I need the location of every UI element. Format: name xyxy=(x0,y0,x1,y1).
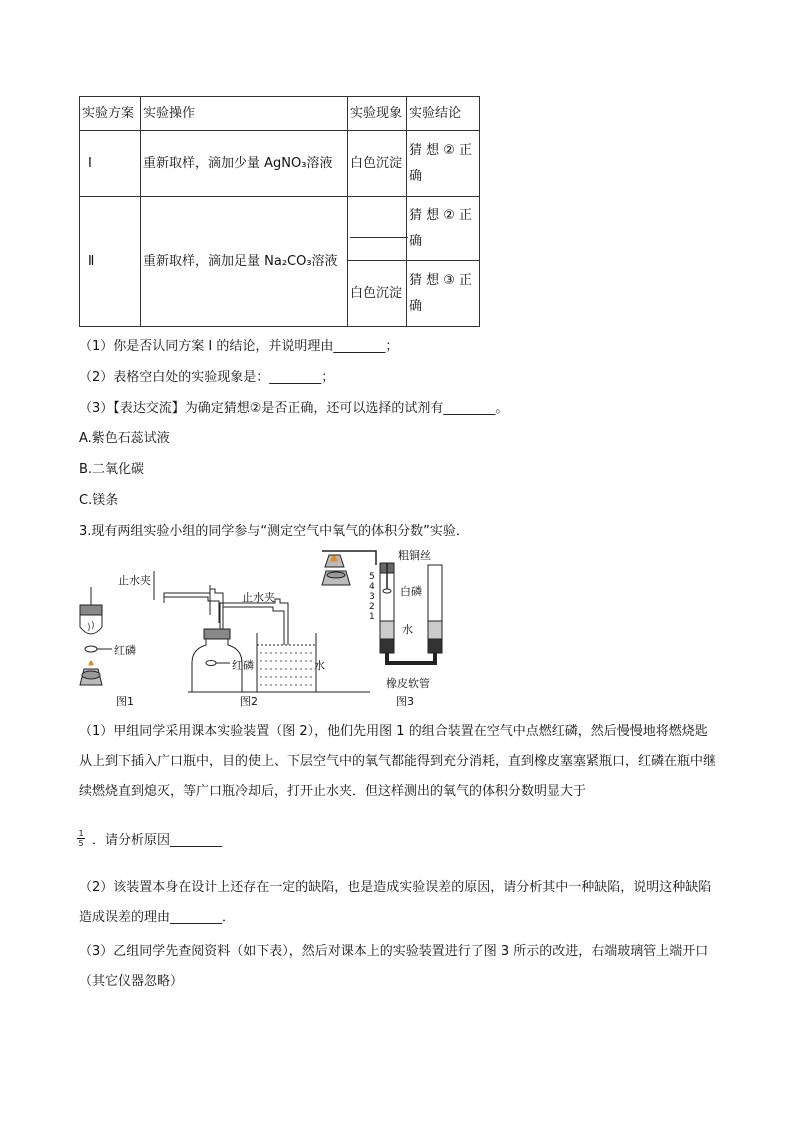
blank-line xyxy=(350,237,408,238)
scale-5: 5 xyxy=(369,572,375,582)
paragraph-2: （2）该装置本身在设计上还存在一定的缺陷，也是造成实验误差的原因，请分析其中一种缺陷，说明这种缺陷造成误差的理由________． xyxy=(79,880,712,925)
row1-conclusion: 猜 想 ② 正 确 xyxy=(407,131,480,197)
paragraph-1: （1）甲组同学采用课本实验装置（图 2），他们先用图 1 的组合装置在空气中点燃红磷，然后慢慢地将燃烧匙从上到下插入广口瓶中，目的使上、下层空气中的氧气都能得到充分消耗，直到橡皮塞塞紧瓶口，红磷在瓶中继续燃烧直到熄灭，等广口瓶冷却后，打开止水夹．但这样测出的氧气的体积分数明显大于 xyxy=(79,724,717,799)
option-b: B.二氧化碳 xyxy=(79,462,145,477)
fig3-whitep-label: 白磷 xyxy=(400,585,422,598)
header-operation: 实验操作 xyxy=(141,97,348,131)
scale-1: 1 xyxy=(369,612,375,622)
fraction-numerator: 1 xyxy=(78,829,84,838)
scale-4: 4 xyxy=(369,582,375,592)
scale-2: 2 xyxy=(369,602,375,612)
row2-conclusion-a: 猜 想 ② 正 确 xyxy=(407,197,480,261)
row1-plan-text: Ⅰ xyxy=(88,155,92,171)
header-conclusion: 实验结论 xyxy=(407,97,480,131)
option-a: A.紫色石蕊试液 xyxy=(79,431,170,446)
question-2: （2）表格空白处的实验现象是：________； xyxy=(79,370,335,385)
fig3-water-label: 水 xyxy=(402,623,413,636)
fig3-tube-label: 橡皮软管 xyxy=(386,677,430,690)
figure-3 xyxy=(322,551,442,663)
row2-plan xyxy=(80,197,141,327)
apparatus-figures xyxy=(70,545,490,710)
row2-phenomenon-blank xyxy=(348,197,407,261)
problem-3-title: 3.现有两组实验小组的同学参与“测定空气中氧气的体积分数”实验． xyxy=(79,524,469,539)
question-1: （1）你是否认同方案 I 的结论，并说明理由________； xyxy=(79,339,399,354)
header-phenomenon: 实验现象 xyxy=(348,97,407,131)
experiment-table xyxy=(79,96,480,327)
row1-plan xyxy=(80,131,141,197)
fig2-clamp-label: 止水夹 xyxy=(242,591,275,604)
fraction-one-fifth xyxy=(77,829,85,848)
fraction-denominator: 5 xyxy=(78,839,84,848)
row1-phenomenon: 白色沉淀 xyxy=(348,131,407,197)
fig3-scale xyxy=(369,572,375,622)
paragraph-1-end: ．请分析原因________ xyxy=(92,833,223,848)
fig3-copper-label: 粗铜丝 xyxy=(398,549,431,562)
fig3-caption: 图3 xyxy=(396,695,414,708)
fig1-redp-label: 红磷 xyxy=(114,644,136,657)
option-c: C.镁条 xyxy=(79,493,119,508)
row2-phenomenon-b: 白色沉淀 xyxy=(348,261,407,327)
row2-operation: 重新取样，滴加足量 Na₂CO₃溶液 xyxy=(141,197,348,327)
row2-conclusion-b: 猜 想 ③ 正 确 xyxy=(407,261,480,327)
fig2-water-label: 水 xyxy=(314,659,325,672)
figure-1 xyxy=(80,571,223,685)
fig2-caption: 图2 xyxy=(240,695,258,708)
paragraph-3: （3）乙组同学先查阅资料（如下表），然后对课本上的实验装置进行了图 3 所示的改进，右端玻璃管上端开口（其它仪器忽略） xyxy=(79,944,709,989)
row2-plan-text: Ⅱ xyxy=(88,253,95,269)
row1-operation: 重新取样，滴加少量 AgNO₃溶液 xyxy=(141,131,348,197)
fig1-caption: 图1 xyxy=(116,695,134,708)
fig2-redp-label: 红磷 xyxy=(232,659,254,672)
question-3: （3）【表达交流】为确定猜想②是否正确，还可以选择的试剂有________。 xyxy=(79,401,509,416)
header-plan: 实验方案 xyxy=(80,97,141,131)
scale-3: 3 xyxy=(369,592,375,602)
fig1-clamp-label: 止水夹 xyxy=(118,574,151,587)
